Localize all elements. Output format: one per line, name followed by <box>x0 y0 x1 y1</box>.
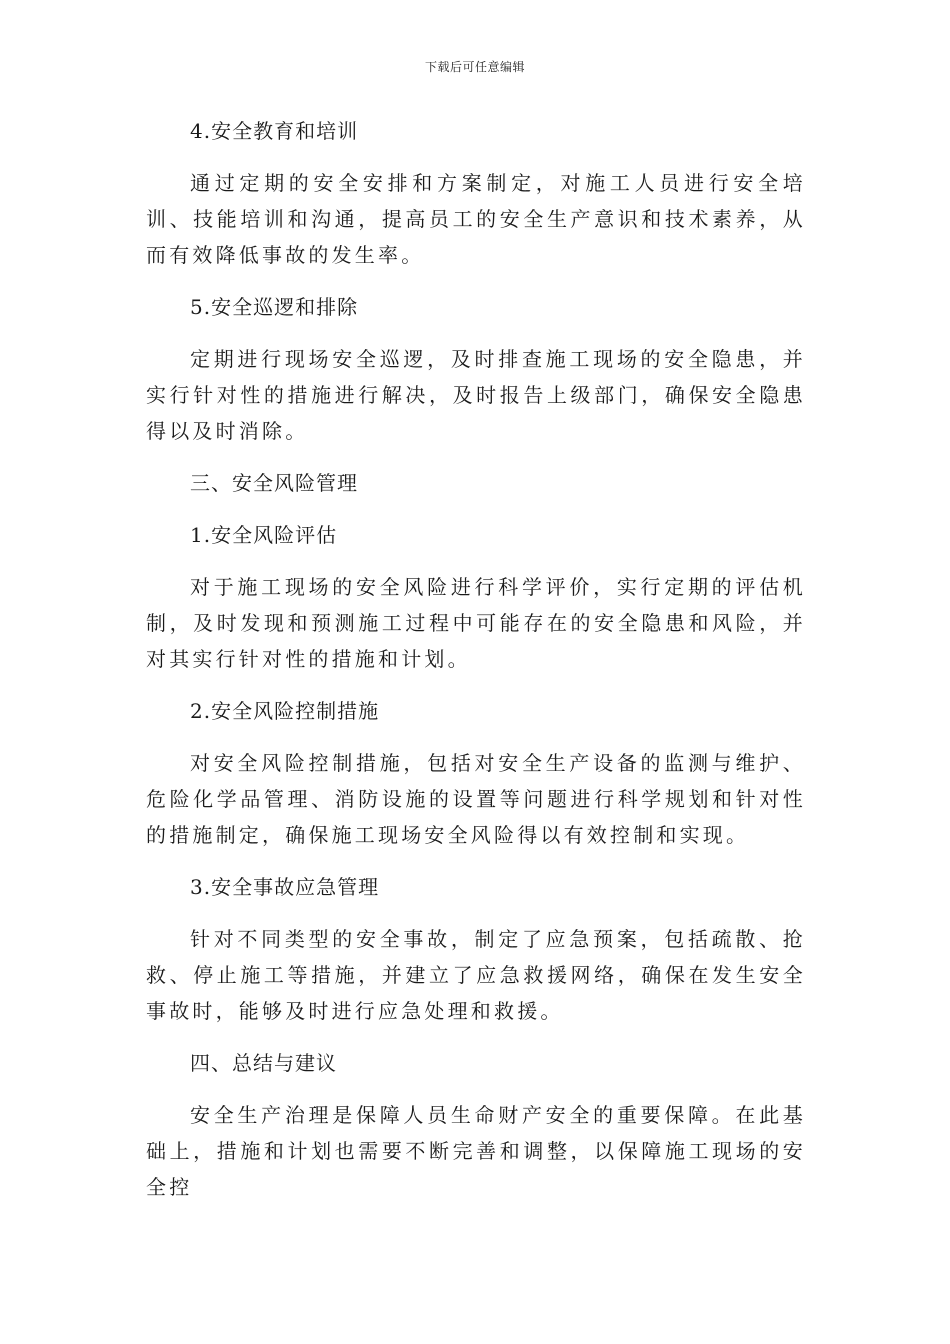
document-body <box>146 113 806 1221</box>
paragraph: 定期进行现场安全巡逻，及时排查施工现场的安全隐患，并实行针对性的措施进行解决，及时报告上级部门，确保安全隐患得以及时消除。 <box>146 347 806 443</box>
chapter-heading: 三、安全风险管理 <box>190 471 358 495</box>
page-header-note: 下载后可任意编辑 <box>424 60 525 74</box>
section-heading: 5.安全巡逻和排除 <box>190 295 359 319</box>
paragraph: 对安全风险控制措施，包括对安全生产设备的监测与维护、危险化学品管理、消防设施的设置等问题进行科学规划和针对性的措施制定，确保施工现场安全风险得以有效控制和实现。 <box>146 751 806 847</box>
paragraph: 对于施工现场的安全风险进行科学评价，实行定期的评估机制，及时发现和预测施工过程中可能存在的安全隐患和风险，并对其实行针对性的措施和计划。 <box>146 575 806 671</box>
section-heading: 2.安全风险控制措施 <box>190 699 380 723</box>
section-heading: 3.安全事故应急管理 <box>190 875 380 899</box>
paragraph: 针对不同类型的安全事故，制定了应急预案，包括疏散、抢救、停止施工等措施，并建立了应急救援网络，确保在发生安全事故时，能够及时进行应急处理和救援。 <box>146 927 806 1023</box>
paragraph: 通过定期的安全安排和方案制定，对施工人员进行安全培训、技能培训和沟通，提高员工的安全生产意识和技术素养，从而有效降低事故的发生率。 <box>146 171 806 267</box>
chapter-heading: 四、总结与建议 <box>190 1051 337 1075</box>
section-heading: 1.安全风险评估 <box>190 523 338 547</box>
paragraph: 安全生产治理是保障人员生命财产安全的重要保障。在此基础上，措施和计划也需要不断完善和调整，以保障施工现场的安全控 <box>146 1103 806 1199</box>
section-heading: 4.安全教育和培训 <box>190 119 359 143</box>
